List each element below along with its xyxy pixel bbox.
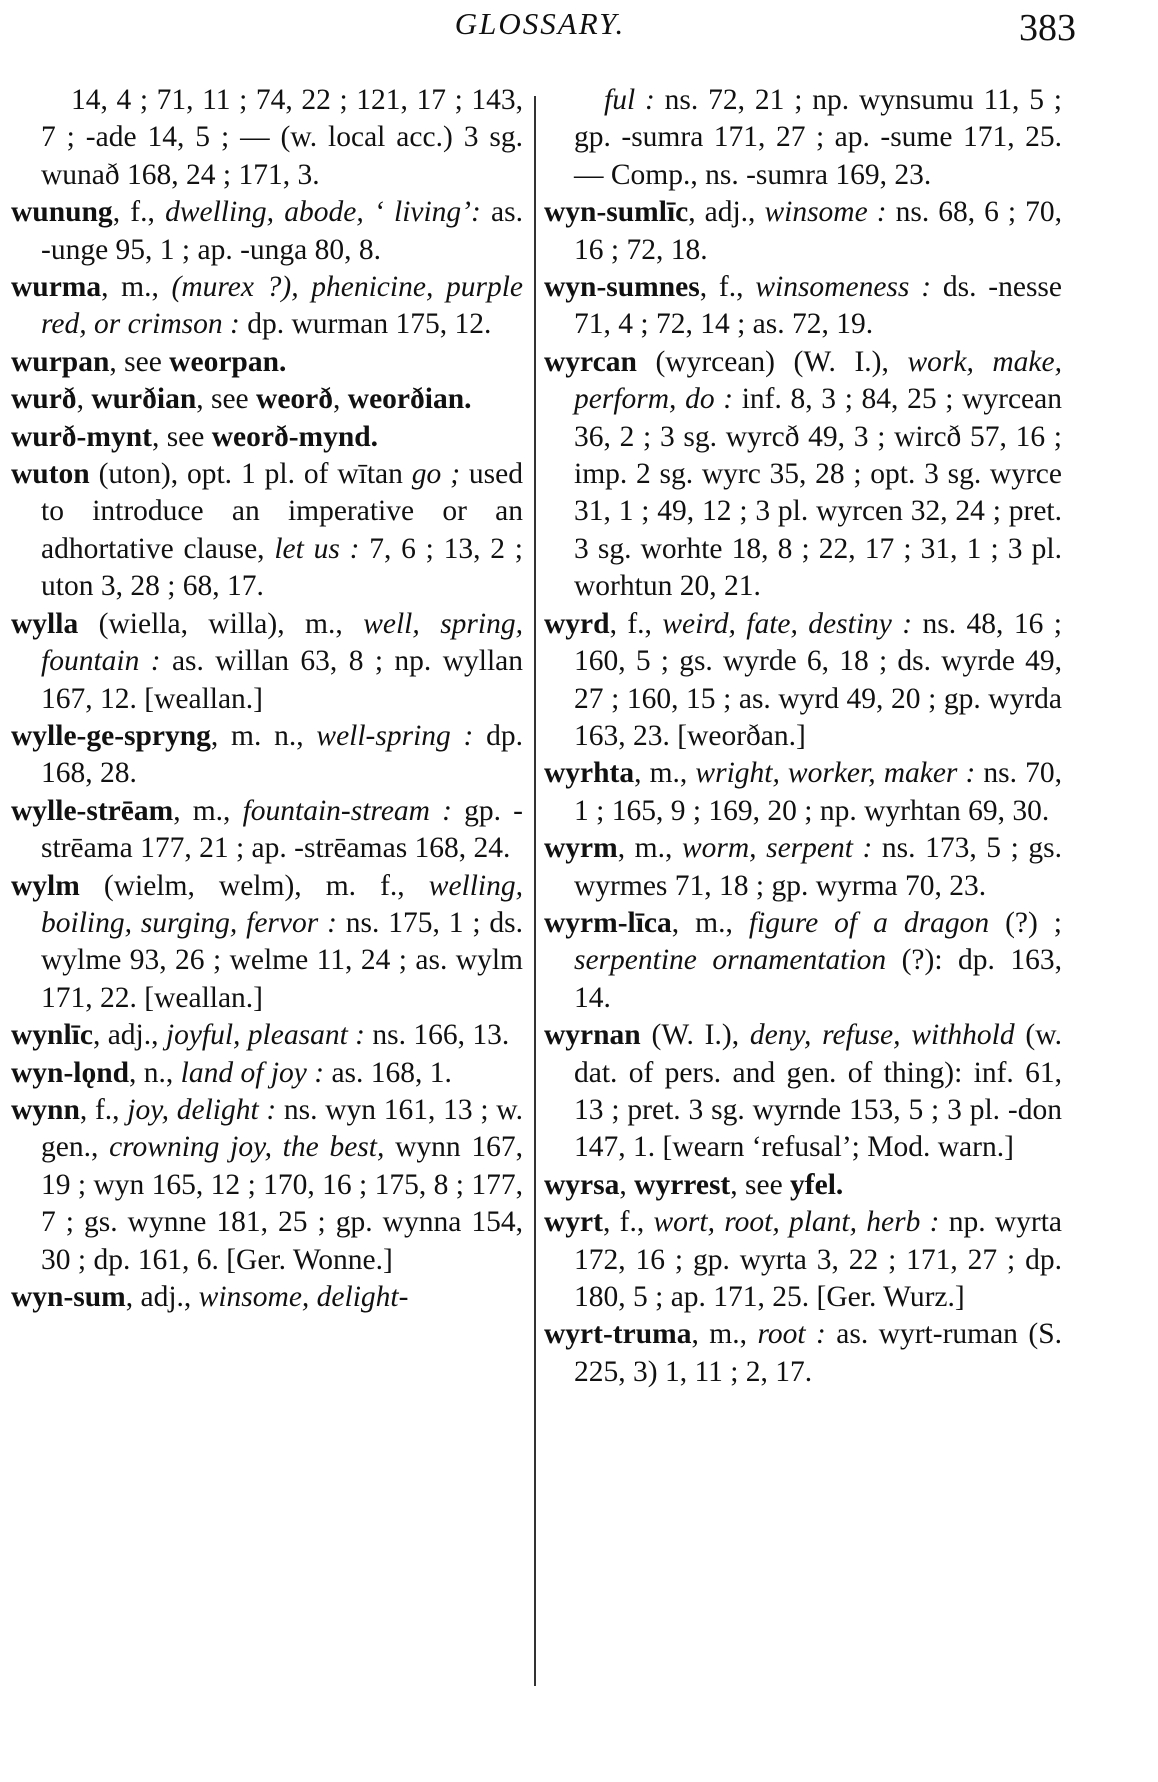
headword: wynn — [11, 1093, 80, 1126]
glossary-continuation — [11, 82, 523, 194]
headword: wylle-ge-spryng — [11, 719, 211, 752]
definition-text: let us : — [274, 532, 360, 565]
reference-text: ns. wyn 161, 13 ; w. gen., — [41, 1093, 523, 1164]
definition-text: wright, worker, maker : — [695, 757, 976, 790]
column-divider — [534, 96, 536, 1686]
reference-text: as. wyrt-ruman (S. 225, 3) 1, 11 ; 2, 17. — [574, 1318, 1062, 1388]
glossary-entry — [544, 1316, 1062, 1391]
glossary-entry — [11, 456, 523, 606]
right-column — [544, 82, 1062, 1391]
headword: wyrt — [544, 1206, 603, 1239]
headword: wurð — [11, 383, 77, 416]
definition-text: joy, delight : — [127, 1093, 277, 1126]
reference-text: ds. -nesse 71, 4 ; 72, 14 ; as. 72, 19. — [574, 271, 1062, 341]
reference-text: (uton), opt. 1 pl. of wītan — [89, 458, 412, 491]
glossary-entry — [11, 868, 523, 1018]
headword: wyrhta — [544, 757, 635, 790]
headword: wyrrest — [634, 1168, 731, 1201]
reference-text: as. willan 63, 8 ; np. wyllan 167, 12. [weallan.] — [41, 645, 523, 715]
headword: wyrt-truma — [544, 1318, 692, 1351]
reference-text: , see — [196, 383, 257, 416]
glossary-entry — [11, 606, 523, 718]
definition-text: deny, refuse, withhold — [749, 1019, 1015, 1052]
glossary-entry — [11, 269, 523, 344]
headword: wyn-lǫnd — [11, 1056, 130, 1089]
reference-text: ns. 48, 16 ; 160, 5 ; gs. wyrde 6, 18 ; ds. wyrde 49, 27 ; 160, 15 ; as. wyrd 49, 20 ; gp. wyrda 163, 23. [weorðan.] — [574, 607, 1062, 752]
definition-text: work, make, perform, do : — [574, 345, 1062, 416]
glossary-entry — [544, 344, 1062, 606]
headword: wyrnan — [544, 1019, 641, 1052]
reference-text: ns. 68, 6 ; 70, 16 ; 72, 18. — [574, 196, 1062, 266]
reference-text: , adj., — [688, 196, 765, 229]
glossary-entry — [11, 381, 523, 418]
reference-text: gp. -strēama 177, 21 ; ap. -strēamas 168, 24. — [41, 794, 523, 865]
headword: weorpan. — [169, 345, 287, 378]
headword: weorð-mynd. — [211, 420, 379, 453]
reference-text: , f., — [602, 1206, 654, 1239]
definition-text: winsomeness : — [755, 271, 932, 304]
definition-text: crowning joy, the best, — [109, 1131, 385, 1164]
headword: wyn-sumlīc — [544, 196, 689, 229]
reference-text: , see — [151, 420, 212, 453]
reference-text: as. 168, 1. — [324, 1056, 452, 1089]
definition-text: ful : — [604, 84, 655, 116]
running-header-title: GLOSSARY. — [454, 6, 626, 41]
reference-text: ns. 70, 1 ; 165, 9 ; 169, 20 ; np. wyrhtan 69, 30. — [574, 757, 1063, 827]
glossary-entry — [11, 1055, 523, 1092]
definition-text: joyful, pleasant : — [165, 1019, 365, 1052]
glossary-entry — [11, 793, 523, 868]
reference-text: , — [76, 383, 92, 416]
reference-text: , see — [109, 345, 170, 378]
reference-text: , see — [730, 1168, 791, 1201]
reference-text: , f., — [112, 196, 166, 229]
reference-text: , adj., — [125, 1281, 199, 1313]
definition-text: land of joy : — [180, 1056, 325, 1089]
headword: wyrsa — [544, 1168, 620, 1201]
reference-text: , m., — [173, 794, 243, 827]
glossary-entry — [544, 755, 1062, 830]
definition-text: welling, boiling, surging, fervor : — [41, 869, 523, 939]
headword: wurðian — [91, 383, 197, 416]
definition-text: dwelling, abode, ‘ living’: — [165, 196, 481, 229]
glossary-entry — [544, 1017, 1062, 1167]
headword: wyrm — [544, 832, 618, 865]
headword: wynlīc — [11, 1019, 93, 1052]
reference-text: inf. 8, 3 ; 84, 25 ; wyrcean 36, 2 ; 3 sg. wyrcð 49, 3 ; wircð 57, 16 ; imp. 2 sg. wyrc 35, 28 ; opt. 3 sg. wyrce 31, 1 ; 49, 12 ; 3 pl. wyrcen 32, 24 ; pret. 3 sg. worhte 18, 8 ; 22, 17 ; 31, 1 ; 3 pl. worhtun 20, 21. — [574, 383, 1062, 603]
reference-text: , m., — [634, 757, 696, 790]
headword: wurpan — [11, 345, 110, 378]
reference-text: , f., — [699, 271, 756, 304]
page-number: 383 — [1019, 7, 1076, 49]
headword: wyrm-līca — [544, 906, 672, 939]
headword: wyn-sum — [11, 1281, 126, 1313]
reference-text: used to introduce an imperative or an adhortative clause, — [41, 458, 523, 565]
reference-text: , n., — [129, 1056, 181, 1089]
reference-text: , f., — [609, 607, 663, 640]
glossary-entry — [544, 194, 1062, 269]
glossary-entry — [11, 1017, 523, 1054]
reference-text: as. -unge 95, 1 ; ap. -unga 80, 8. — [41, 196, 524, 266]
reference-text: dp. 168, 28. — [41, 719, 524, 790]
definition-text: well-spring : — [316, 719, 474, 752]
reference-text: , m., — [617, 832, 682, 865]
reference-text: np. wyrta 172, 16 ; gp. wyrta 3, 22 ; 171, 27 ; dp. 180, 5 ; ap. 171, 25. [Ger. Wurz.] — [574, 1206, 1063, 1313]
reference-text: , — [619, 1168, 635, 1201]
reference-text: , m., — [671, 906, 749, 939]
headword: wyrcan — [544, 345, 637, 378]
reference-text: , m. n., — [210, 719, 317, 752]
glossary-entry — [544, 269, 1062, 344]
definition-text: (murex ?), phenicine, purple red, or crimson : — [41, 271, 524, 341]
definition-text: root : — [757, 1318, 826, 1351]
headword: wurð-mynt — [11, 420, 152, 453]
glossary-continuation — [544, 82, 1062, 194]
definition-text: figure of a dragon — [748, 906, 990, 939]
headword: weorð — [256, 383, 334, 416]
headword: wylm — [11, 869, 80, 902]
definition-text: go ; — [411, 458, 461, 491]
glossary-entry — [544, 606, 1062, 756]
definition-text: winsome : — [764, 196, 887, 229]
reference-text: 14, 4 ; 71, 11 ; 74, 22 ; 121, 17 ; 143, 7 ; -ade 14, 5 ; — (w. local acc.) 3 sg. wunað 168, 24 ; 171, 3. — [41, 84, 523, 191]
headword: wuton — [11, 458, 90, 491]
definition-text: fountain-stream : — [242, 794, 452, 827]
headword: weorðian. — [347, 383, 472, 416]
reference-text: , f., — [79, 1093, 128, 1126]
reference-text: (w. dat. of pers. and gen. of thing): inf. 61, 13 ; pret. 3 sg. wyrnde 153, 5 ; 3 pl. -don 147, 1. [wearn ‘refusal’; Mod. warn.] — [574, 1019, 1062, 1164]
reference-text: , adj., — [92, 1019, 166, 1052]
reference-text: ns. 175, 1 ; ds. wylme 93, 26 ; welme 11, 24 ; as. wylm 171, 22. [weallan.] — [41, 906, 523, 1014]
reference-text: (wyrcean) (W. I.), — [636, 345, 908, 378]
reference-text: 7, 6 ; 13, 2 ; uton 3, 28 ; 68, 17. — [41, 532, 523, 603]
left-column — [11, 82, 523, 1316]
reference-text: ns. 72, 21 ; np. wynsumu 11, 5 ; gp. -sumra 171, 27 ; ap. -sume 171, 25. — Comp., ns. -sumra 169, 23. — [574, 84, 1062, 191]
reference-text: , m., — [101, 271, 172, 304]
reference-text: (wielm, welm), m. f., — [79, 869, 429, 902]
reference-text: ns. 166, 13. — [364, 1019, 510, 1052]
reference-text: ns. 173, 5 ; gs. wyrmes 71, 18 ; gp. wyrma 70, 23. — [574, 832, 1062, 902]
definition-text: weird, fate, destiny : — [662, 607, 913, 640]
glossary-entry — [544, 830, 1062, 905]
glossary-entry — [544, 1204, 1062, 1316]
definition-text: winsome, delight- — [198, 1281, 409, 1313]
headword: wyrd — [544, 607, 610, 640]
glossary-entry — [544, 1167, 1062, 1204]
reference-text: (?) ; — [989, 906, 1062, 939]
reference-text: dp. wurman 175, 12. — [239, 308, 492, 341]
reference-text: wynn 167, 19 ; wyn 165, 12 ; 170, 16 ; 175, 8 ; 177, 7 ; gs. wynne 181, 25 ; gp. wynna 154, 30 ; dp. 161, 6. [Ger. Wonne.] — [41, 1131, 524, 1276]
glossary-entry — [11, 1279, 523, 1316]
headword: wylla — [11, 607, 79, 640]
definition-text: worm, serpent : — [681, 832, 873, 865]
glossary-entry — [11, 194, 523, 269]
glossary-entry — [11, 1092, 523, 1279]
headword: yfel. — [790, 1168, 844, 1201]
headword: wurma — [11, 271, 102, 304]
glossary-entry — [11, 419, 523, 456]
headword: wyn-sumnes — [544, 271, 700, 304]
definition-text: well, spring, fountain : — [41, 607, 523, 678]
reference-text: , m., — [691, 1318, 758, 1351]
reference-text: (?): dp. 163, 14. — [574, 944, 1062, 1014]
glossary-entry — [544, 905, 1062, 1017]
reference-text: (W. I.), — [640, 1019, 750, 1052]
headword: wunung — [11, 196, 113, 229]
definition-text: wort, root, plant, herb : — [653, 1206, 940, 1239]
reference-text: , — [333, 383, 348, 416]
glossary-entry — [11, 718, 523, 793]
glossary-entry — [11, 344, 523, 381]
reference-text: (wiella, willa), m., — [78, 607, 364, 640]
definition-text: serpentine ornamentation — [574, 944, 887, 977]
headword: wylle-strēam — [11, 794, 174, 827]
